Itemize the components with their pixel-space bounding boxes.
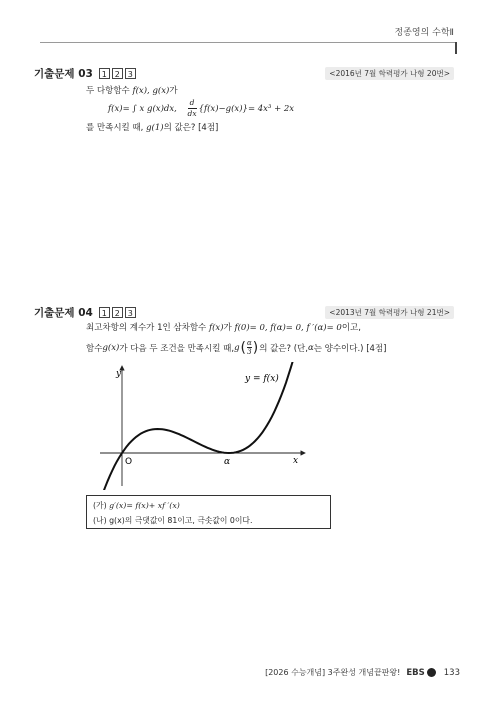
math-segment: f(x), g(x) xyxy=(132,86,170,96)
text-segment: 를 만족시킬 때, xyxy=(86,123,147,133)
text-segment: 의 값은? [4점] xyxy=(163,123,219,133)
text-segment: 최고차항의 계수가 1인 삼차함수 xyxy=(86,323,209,333)
question-03-line-1 xyxy=(86,84,178,96)
check-box-3: 3 xyxy=(125,68,136,79)
condition-text: g′(x)= f(x)+ xf ′(x) xyxy=(109,501,180,510)
text-segment: 의 값은? (단, xyxy=(259,343,308,354)
text-segment: 가 xyxy=(223,323,235,333)
header-divider xyxy=(40,42,455,43)
question-03-label: 기출문제 03 xyxy=(34,68,93,80)
fraction xyxy=(246,339,253,356)
question-03-source: <2016년 7월 학력평가 나형 20번> xyxy=(325,67,454,80)
y-axis-label: y xyxy=(116,369,122,379)
fraction-denominator: dx xyxy=(187,109,197,118)
question-03-heading xyxy=(34,66,138,81)
x-axis-label: x xyxy=(293,456,299,466)
text-segment: 는 양수이다.) [4점] xyxy=(313,343,387,354)
condition-tag: (나) xyxy=(93,516,107,525)
check-box-2: 2 xyxy=(112,307,123,318)
condition-tag: (가) xyxy=(93,501,107,510)
question-04-source: <2013년 7월 학력평가 나형 21번> xyxy=(325,306,454,319)
integral-equation: f(x)= ∫ x g(x)dx, xyxy=(108,104,177,114)
math-segment: g xyxy=(234,342,240,353)
ebs-logo: EBS xyxy=(406,667,425,678)
condition-na xyxy=(93,515,252,526)
origin-label: O xyxy=(125,457,133,467)
derivative-operator xyxy=(188,98,197,119)
math-segment: g(1) xyxy=(146,123,164,133)
header-divider-tick xyxy=(455,42,457,54)
curve-label: y = f(x) xyxy=(245,374,279,384)
text-segment: 가 다음 두 조건을 만족시킬 때, xyxy=(119,343,235,354)
math-segment: f(0)= 0, f(α)= 0, f ′(α)= 0 xyxy=(234,323,342,333)
derivative-equation: {f(x)−g(x)}= 4x³ + 2x xyxy=(198,104,295,114)
check-box-3: 3 xyxy=(125,307,136,318)
text-segment: 이고, xyxy=(341,323,361,333)
math-segment: α xyxy=(307,342,314,353)
question-04-line-1 xyxy=(86,321,361,333)
check-box-1: 1 xyxy=(99,307,110,318)
paren-right: ) xyxy=(252,339,259,356)
cubic-function-graph xyxy=(100,362,315,490)
fraction-denominator: 3 xyxy=(247,348,252,356)
text-segment: 함수 xyxy=(86,343,103,354)
check-box-2: 2 xyxy=(112,68,123,79)
footer-text: [2026 수능개념] 3주완성 개념끝판왕! xyxy=(265,668,401,677)
question-03-equation xyxy=(108,98,294,119)
ebs-logo-mark-icon xyxy=(427,668,436,677)
check-box-1: 1 xyxy=(99,68,110,79)
condition-ga xyxy=(93,500,180,511)
condition-text: g(x)의 극댓값이 81이고, 극솟값이 0이다. xyxy=(109,516,253,525)
alpha-label: α xyxy=(224,457,231,467)
page-number: 133 xyxy=(443,667,460,678)
question-04-heading xyxy=(34,305,138,320)
question-04-label: 기출문제 04 xyxy=(34,307,93,319)
fraction-numerator: α xyxy=(246,339,252,347)
page-header-title: 정종영의 수학Ⅱ xyxy=(394,28,454,38)
conditions-box xyxy=(86,495,331,529)
math-segment: g(x) xyxy=(102,342,120,353)
fraction-numerator: d xyxy=(188,98,197,109)
fraction-group xyxy=(241,339,259,356)
page-footer xyxy=(265,667,460,678)
paren-left: ( xyxy=(240,339,246,356)
question-03-line-3 xyxy=(86,121,218,133)
text-segment: 가 xyxy=(169,86,178,96)
text-segment: 두 다항함수 xyxy=(86,86,133,96)
question-04-line-2 xyxy=(86,339,386,356)
math-segment: f(x) xyxy=(208,323,224,333)
